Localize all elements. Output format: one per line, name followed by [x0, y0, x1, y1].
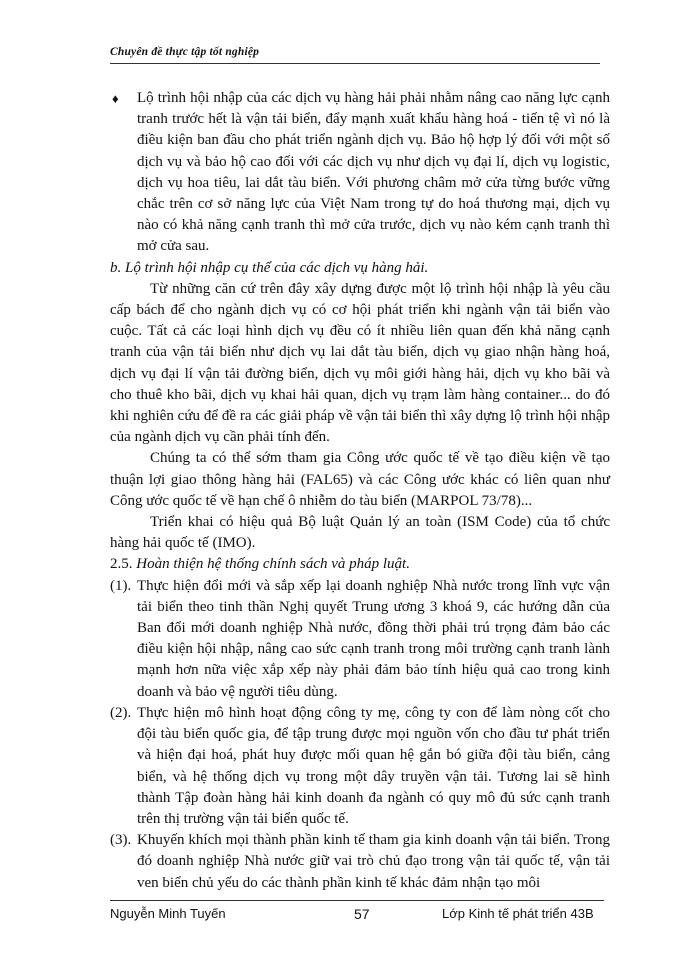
section-heading-2-5 [110, 554, 610, 575]
bullet-paragraph-text: Lộ trình hội nhập của các dịch vụ hàng hải phải nhằm nâng cao năng lực cạnh tranh trước hết là vận tải biển, đẩy mạnh xuất khẩu hàng hoá - tiến tệ vì nó là điều kiện ban đầu cho phát triển ngành dịch vụ. Bảo hộ hợp lý đối với một số dịch vụ và bảo hộ cao đối với các dịch vụ như dịch vụ đại lí, dịch vụ logistic, dịch vụ hoa tiêu, lai dắt tàu biển. Với phương châm mở cửa từng bước vững chắc trên cơ sở năng lực của Việt Nam trong tự do hoá thương mại, dịch vụ nào có khả năng cạnh tranh thì mở cửa trước, dịch vụ nào kém cạnh tranh thì mở cửa sau. [137, 90, 610, 255]
document-body [110, 88, 610, 894]
section-number: 2.5. [110, 556, 133, 573]
body-paragraph-3: Triển khai có hiệu quả Bộ luật Quản lý an toàn (ISM Code) của tổ chức hàng hải quốc tế (IMO). [110, 514, 610, 552]
footer-class-name: Lớp Kinh tế phát triển 43B [442, 906, 594, 921]
numbered-item-1 [110, 576, 610, 703]
diamond-bullet-icon: ♦ [112, 91, 119, 106]
item-number: (2). [110, 704, 132, 721]
footer-divider [110, 900, 604, 901]
section-heading-text: Hoàn thiện hệ thống chính sách và pháp luật. [136, 556, 410, 573]
body-paragraph-1: Từ những căn cứ trên đây xây dựng được một lộ trình hội nhập là yêu cầu cấp bách để cho ngành dịch vụ có cơ hội phát triển khi ngành vận tải biển vào cuộc. Tất cả các loại hình dịch vụ đều có ít nhiều liên quan đến khả năng cạnh tranh của vận tải biển như dịch vụ lai dắt tàu biển, dịch vụ giao nhận hàng hoá, dịch vụ đại lí vận tải đường biển, dịch vụ môi giới hàng hải, dịch vụ kho bãi và cho thuê kho bãi, dịch vụ khai hải quan, dịch vụ trạm làm hàng container... do đó khi nghiên cứu để đề ra các giải pháp về vận tải biển thì xây dựng lộ trình hội nhập của ngành dịch vụ cần phải tính đến. [110, 280, 610, 446]
footer-page-number: 57 [354, 906, 370, 922]
footer-author: Nguyễn Minh Tuyến [110, 906, 226, 921]
page-header-title: Chuyên đề thực tập tốt nghiệp [110, 46, 260, 58]
numbered-item-2 [110, 703, 610, 830]
section-heading-b: b. Lộ trình hội nhập cụ thể của các dịch vụ hàng hải. [110, 259, 429, 276]
bullet-paragraph [110, 88, 610, 258]
item-text: Khuyến khích mọi thành phần kinh tế tham gia kinh doanh vận tải biển. Trong đó doanh nghiệp Nhà nước giữ vai trò chủ đạo trong vận tải quốc tế, vận tải ven biển chủ yếu do các thành phần kinh tế khác đảm nhận tạo môi [137, 832, 610, 891]
item-number: (1). [110, 577, 132, 594]
body-paragraph-2: Chúng ta có thể sớm tham gia Công ước quốc tế về tạo điều kiện về tạo thuận lợi giao thông hàng hải (FAL65) và các Công ước khác có liên quan như Công ước quốc tế về hạn chế ô nhiễm do tàu biển (MARPOL 73/78)... [110, 450, 610, 509]
item-text: Thực hiện đổi mới và sắp xếp lại doanh nghiệp Nhà nước trong lĩnh vực vận tải biển theo tinh thần Nghị quyết Trung ương 3 khoá 9, các hướng dẫn của Ban đổi mới doanh nghiệp Nhà nước, đồng thời phải trú trọng đảm bảo các điều kiện hội nhập, nâng cao sức cạnh tranh trong môi trường cạnh tranh lành mạnh hơn nữa việc xắp xếp này phải đảm bảo tính hiệu quả cao trong kinh doanh và bảo vệ người tiêu dùng. [137, 577, 610, 700]
numbered-item-3 [110, 830, 610, 894]
item-text: Thực hiện mô hình hoạt động công ty mẹ, công ty con để làm nòng cốt cho đội tàu biển quốc gia, để tập trung được mọi nguồn vốn cho đầu tư phát triển và hiện đại hoá, phát huy được mối quan hệ gắn bó giữa đội tàu biển, cảng biển, và hệ thống dịch vụ trong một dây truyền vận tải. Tương lai sẽ hình thành Tập đoàn hàng hải kinh doanh đa ngành có quy mô đủ sức cạnh tranh trên thị trường vận tải biển quốc tế. [137, 704, 610, 827]
header-divider [110, 63, 600, 64]
item-number: (3). [110, 832, 132, 849]
